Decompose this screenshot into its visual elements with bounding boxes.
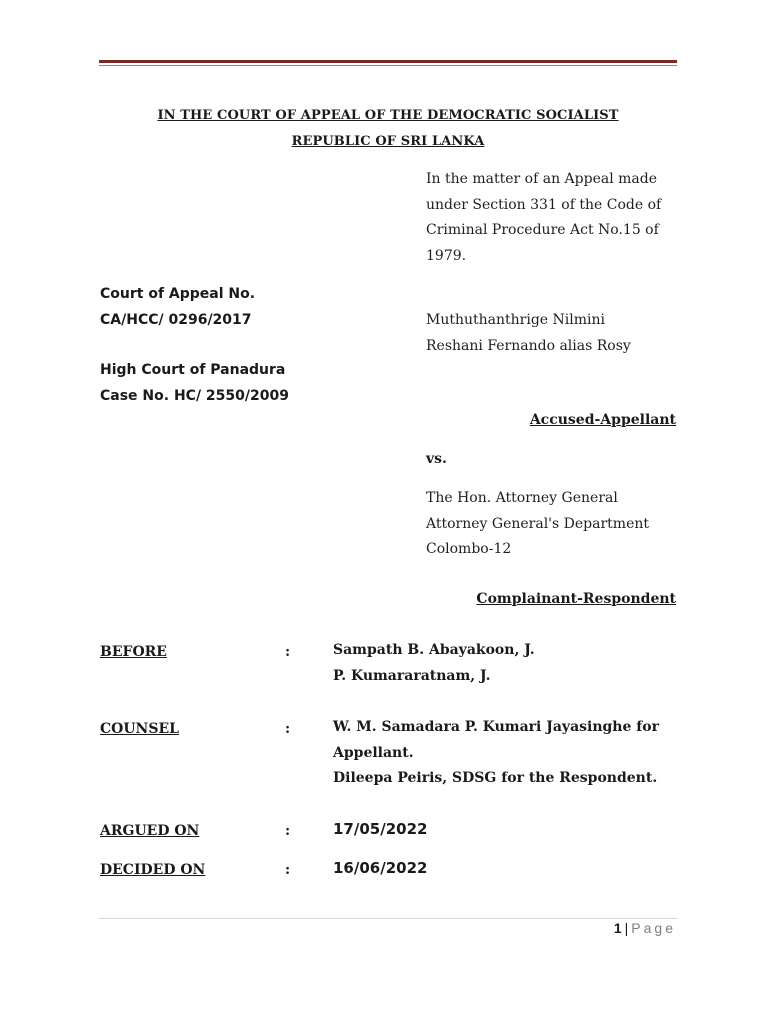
counsel-details: [333, 715, 659, 792]
counsel-line: W. M. Samadara P. Kumari Jayasinghe for: [333, 719, 659, 735]
appellant-name: [426, 308, 676, 359]
argued-on-label: ARGUED ON: [100, 823, 200, 839]
counsel-colon: :: [285, 721, 291, 737]
court-of-appeal-label: Court of Appeal No.: [100, 286, 256, 302]
judge-name: P. Kumararatnam, J.: [333, 667, 491, 684]
court-of-appeal-number: CA/HCC/ 0296/2017: [100, 311, 252, 328]
matter-line: In the matter of an Appeal made: [426, 171, 658, 187]
counsel-line: Appellant.: [333, 744, 414, 761]
header-rule: [99, 60, 677, 63]
respondent-role: Complainant-Respondent: [476, 591, 676, 607]
respondent-details: [426, 486, 676, 563]
appellant-role: Accused-Appellant: [529, 412, 676, 428]
respondent-line: Attorney General's Department: [426, 515, 650, 532]
high-court-label: High Court of Panadura: [100, 362, 286, 378]
respondent-line: Colombo-12: [426, 541, 512, 558]
high-court-case-number: Case No. HC/ 2550/2009: [100, 387, 289, 404]
high-court-case: [100, 358, 289, 409]
argued-on-colon: :: [285, 823, 291, 839]
header-rule-thin: [99, 65, 677, 66]
decided-on-date: 16/06/2022: [333, 859, 428, 877]
versus-label: vs.: [426, 451, 447, 467]
footer-rule: [99, 918, 677, 919]
before-judges: [333, 638, 535, 689]
argued-on-date: 17/05/2022: [333, 820, 428, 838]
matter-line: Criminal Procedure Act No.15 of: [426, 222, 659, 239]
appellant-name-part: Nilmini: [552, 312, 605, 328]
judge-name: Sampath B. Abayakoon, J.: [333, 642, 535, 658]
counsel-line: Dileepa Peiris, SDSG for the Respondent.: [333, 770, 658, 787]
page-footer: [614, 920, 676, 936]
matter-line: under Section 331 of the Code of: [426, 196, 662, 213]
decided-on-colon: :: [285, 862, 291, 878]
case-numbers: [100, 282, 255, 333]
counsel-label: COUNSEL: [100, 721, 179, 737]
before-colon: :: [285, 644, 291, 660]
respondent-line: The Hon. Attorney General: [426, 490, 618, 506]
appellant-name-line-2: Reshani Fernando alias Rosy: [426, 337, 631, 354]
matter-description: [426, 167, 676, 269]
decided-on-label: DECIDED ON: [100, 862, 206, 878]
court-title-line-2: REPUBLIC OF SRI LANKA: [291, 134, 485, 149]
matter-line: 1979.: [426, 247, 467, 264]
appellant-name-part: Muthuthanthrige: [426, 312, 549, 328]
page-separator: |: [624, 920, 629, 936]
page-number: 1: [613, 920, 622, 936]
page-word: Page: [631, 920, 676, 936]
court-title-line-1: IN THE COURT OF APPEAL OF THE DEMOCRATIC SOCIALIST: [157, 108, 619, 123]
before-label: BEFORE: [100, 644, 167, 660]
